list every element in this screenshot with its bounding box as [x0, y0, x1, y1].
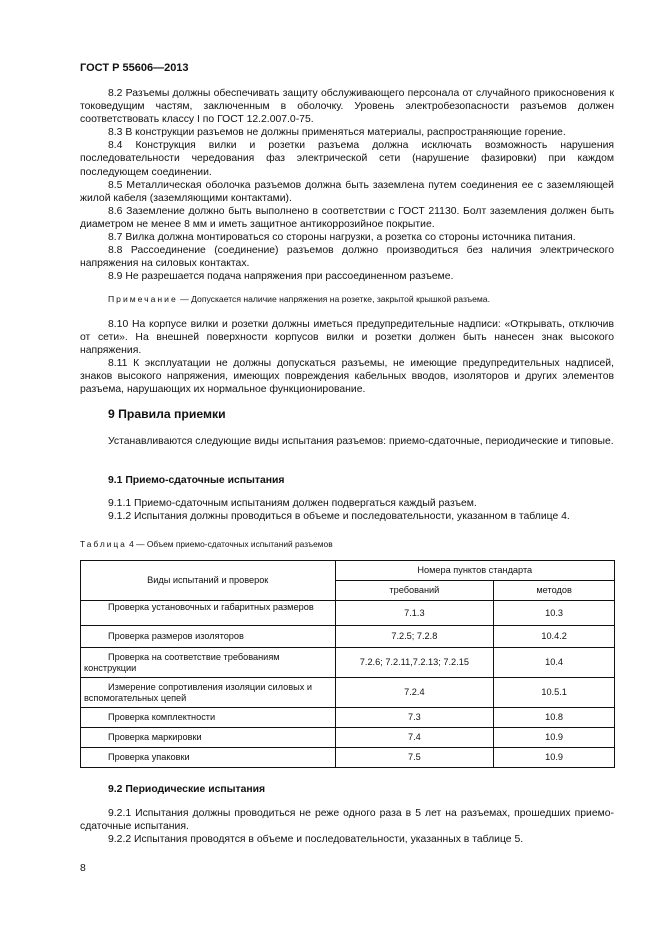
cell-methods: 10.9: [494, 728, 615, 748]
paragraph-8-8: 8.8 Рассоединение (соединение) разъемов должно производиться без наличия электрического напряжения на силовых контактах.: [80, 245, 614, 270]
cell-methods: 10.5.1: [494, 678, 615, 708]
cell-test-name: Проверка маркировки: [81, 728, 336, 748]
section-9-intro-block: [80, 435, 614, 448]
page-number: 8: [80, 863, 86, 874]
paragraph-8-9: 8.9 Не разрешается подача напряжения при рассоединенном разъеме.: [108, 271, 454, 283]
section-9-1-heading: 9.1 Приемо-сдаточные испытания: [108, 475, 285, 486]
paragraph-8-11: 8.11 К эксплуатации не должны допускаться разъемы, не имеющие предупредительных надписей, знаков высокого напряжения, имеющих повреждения кабельных вводов, изоляторов и других элементов разъема, нарушающих их нормальное функционирование.: [80, 358, 614, 396]
paragraph-8-5: 8.5 Металлическая оболочка разъемов должна быть заземлена путем соединения ее с заземляющей жилой кабеля (заземляющими контактами).: [80, 179, 614, 204]
table-row: [81, 728, 615, 748]
section-9-intro: Устанавливаются следующие виды испытания разъемов: приемо-сдаточные, периодические и типовые.: [108, 436, 614, 447]
cell-test-name: Проверка установочных и габаритных размеров: [81, 601, 336, 626]
table-row: [81, 601, 615, 626]
table-row: [81, 626, 615, 648]
cell-requirements: 7.5: [335, 748, 494, 768]
paragraph-9-1-1: 9.1.1 Приемо-сдаточным испытаниям должен подвергаться каждый разъем.: [108, 498, 477, 509]
section-8-paragraphs-mid: [80, 318, 614, 397]
table-row: [81, 648, 615, 678]
section-9-2-paragraphs: [80, 807, 614, 846]
table-caption-text: 4 — Объем приемо-сдаточных испытаний разъемов: [126, 539, 333, 549]
cell-test-name: Проверка на соответствие требованиям конструкции: [81, 648, 336, 678]
table-row: [81, 708, 615, 728]
cell-test-name: Проверка комплектности: [81, 708, 336, 728]
table-caption: [80, 538, 333, 551]
section-9-2-heading: 9.2 Периодические испытания: [108, 784, 266, 795]
cell-requirements: 7.2.5; 7.2.8: [335, 626, 494, 648]
cell-test-name: Проверка размеров изоляторов: [81, 626, 336, 648]
note: [108, 293, 490, 306]
paragraph-9-2-2: 9.2.2 Испытания проводятся в объеме и последовательности, указанных в таблице 5.: [108, 834, 524, 846]
section-8-paragraphs-top: [80, 87, 614, 283]
cell-requirements: 7.3: [335, 708, 494, 728]
paragraph-8-6: 8.6 Заземление должно быть выполнено в соответствии с ГОСТ 21130. Болт заземления должен быть диаметром не менее 8 мм и иметь защитное антикоррозийное покрытие.: [80, 205, 614, 230]
header-requirements: требований: [335, 581, 494, 601]
cell-requirements: 7.2.4: [335, 678, 494, 708]
section-9-heading: 9 Правила приемки: [108, 407, 226, 421]
cell-methods: 10.3: [494, 601, 615, 626]
cell-requirements: 7.2.6; 7.2.11,7.2.13; 7.2.15: [335, 648, 494, 678]
paragraph-8-4: 8.4 Конструкция вилки и розетки разъема должна исключать возможность нарушения последовательности чередования фаз электрической сети (нарушение фазировки) при каждом последующем соединении.: [80, 140, 614, 178]
note-label: Примечание: [108, 294, 178, 304]
section-9-1-paragraphs: [80, 497, 614, 523]
cell-methods: 10.4: [494, 648, 615, 678]
paragraph-9-1-2: 9.1.2 Испытания должны проводиться в объеме и последовательности, указанном в таблице 4.: [108, 511, 570, 523]
paragraph-8-10: 8.10 На корпусе вилки и розетки должны иметься предупредительные надписи: «Открывать, отключив от сети». На внешней поверхности корпусов вилки и розетки должен быть нанесен знак высокого напряжения.: [80, 319, 614, 357]
cell-methods: 10.8: [494, 708, 615, 728]
cell-requirements: 7.4: [335, 728, 494, 748]
paragraph-8-7: 8.7 Вилка должна монтироваться со стороны нагрузки, а розетка со стороны источника питания.: [108, 232, 576, 244]
note-text: — Допускается наличие напряжения на розетке, закрытой крышкой разъема.: [177, 294, 490, 304]
paragraph-8-3: 8.3 В конструкции разъемов не должны применяться материалы, распространяющие горение.: [108, 127, 566, 139]
header-test-types: Виды испытаний и проверок: [81, 561, 336, 601]
table-4: [80, 560, 615, 768]
header-standard-clauses: Номера пунктов стандарта: [335, 561, 615, 581]
cell-test-name: Измерение сопротивления изоляции силовых и вспомогательных цепей: [81, 678, 336, 708]
cell-methods: 10.9: [494, 748, 615, 768]
table-row: [81, 748, 615, 768]
header-methods: методов: [494, 581, 615, 601]
table-caption-label: Таблица: [80, 539, 127, 549]
cell-requirements: 7.1.3: [335, 601, 494, 626]
paragraph-9-2-1: 9.2.1 Испытания должны проводиться не реже одного раза в 5 лет на разъемах, прошедших приемо-сдаточные испытания.: [80, 808, 614, 833]
table-row: [81, 678, 615, 708]
paragraph-8-2: 8.2 Разъемы должны обеспечивать защиту обслуживающего персонала от случайного прикосновения к токоведущим частям, заключенным в оболочку. Уровень электробезопасности разъемов должен соответствовать классу I по ГОСТ 12.2.007.0-75.: [80, 88, 614, 126]
cell-test-name: Проверка упаковки: [81, 748, 336, 768]
cell-methods: 10.4.2: [494, 626, 615, 648]
page-header: ГОСТ Р 55606—2013: [80, 62, 189, 74]
